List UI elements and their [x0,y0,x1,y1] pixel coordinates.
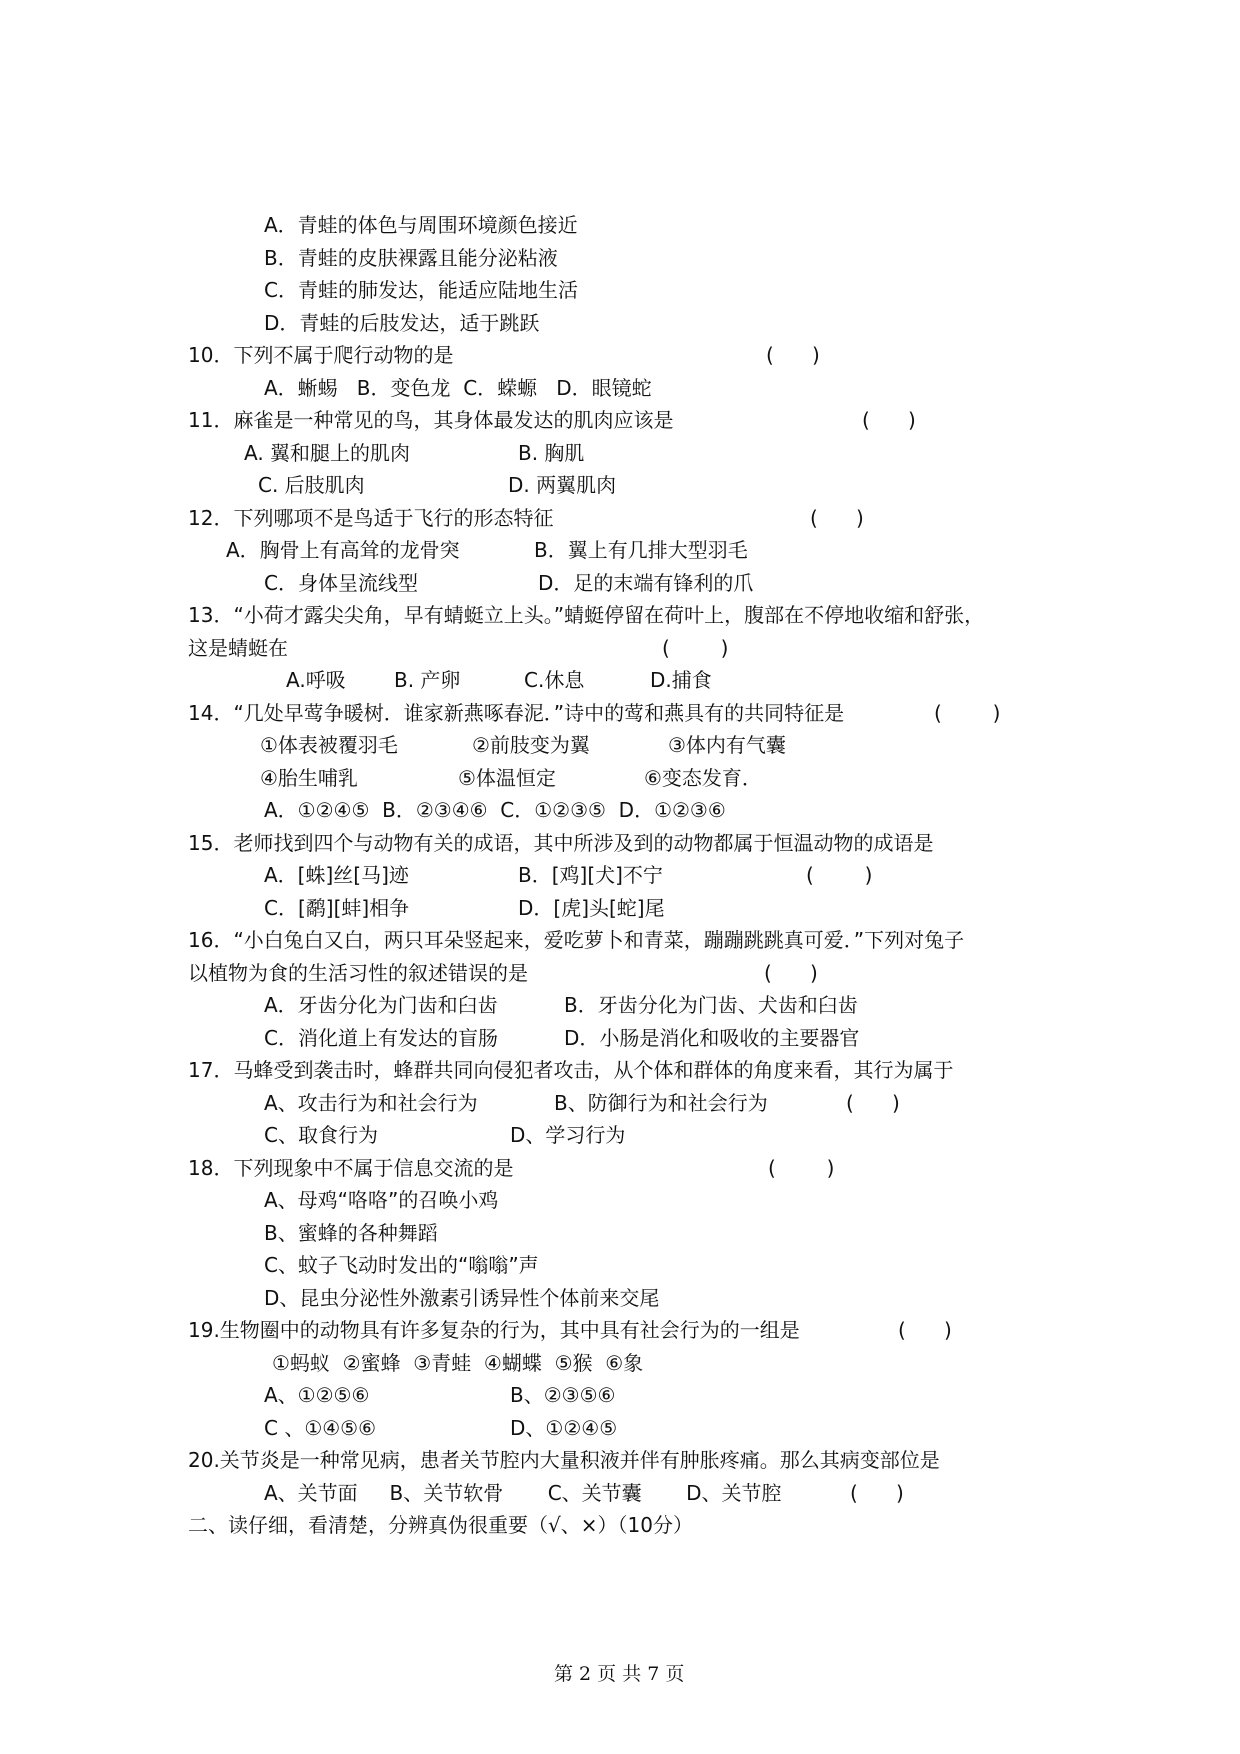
q16-stem-line2: 以植物为食的生活习性的叙述错误的是 [188,961,528,985]
q19-option-d: D、①②④⑤ [510,1416,618,1440]
q14-item-4: ④胎生哺乳 [260,766,358,790]
q14-stem: 14．“几处早莺争暖树．谁家新燕啄春泥．”诗中的莺和燕具有的共同特征是 [188,701,845,725]
q17-option-d: D、学习行为 [510,1123,626,1147]
q9-option-c: C．青蛙的肺发达，能适应陆地生活 [264,278,578,302]
q15-option-b: B．[鸡][犬]不宁 [518,863,663,887]
q14-item-1: ①体表被覆羽毛 [260,733,398,757]
q9-option-b: B．青蛙的皮肤裸露且能分泌粘液 [264,246,558,270]
q11-option-d: D. 两翼肌肉 [508,473,617,497]
q17-answer-blank: ( ) [846,1091,900,1115]
q20-answer-blank: ( ) [850,1481,904,1505]
q18-stem: 18．下列现象中不属于信息交流的是 [188,1156,514,1180]
q10-stem: 10．下列不属于爬行动物的是 [188,343,454,367]
q19-items: ①蚂蚁 ②蜜蜂 ③青蛙 ④蝴蝶 ⑤猴 ⑥象 [272,1351,644,1375]
q20-stem: 20.关节炎是一种常见病，患者关节腔内大量积液并伴有肿胀疼痛。那么其病变部位是 [188,1448,940,1472]
q18-option-a: A、母鸡“咯咯”的召唤小鸡 [264,1188,499,1212]
q13-option-c: C.休息 [524,668,585,692]
q19-option-c: C 、①④⑤⑥ [264,1416,377,1440]
q18-option-b: B、蜜蜂的各种舞蹈 [264,1221,438,1245]
q12-option-c: C．身体呈流线型 [264,571,418,595]
q10-options: A．蜥蜴 B．变色龙 C．蝾螈 D．眼镜蛇 [264,376,652,400]
section-2-heading: 二、读仔细，看清楚，分辨真伪很重要（√、×）（10分） [188,1513,693,1537]
q20-options: A、关节面 B、关节软骨 C、关节囊 D、关节腔 [264,1481,782,1505]
q11-option-c: C. 后肢肌肉 [258,473,365,497]
q15-option-d: D．[虎]头[蛇]尾 [518,896,665,920]
q11-option-b: B. 胸肌 [518,441,585,465]
q13-answer-blank: ( ) [662,636,729,660]
q17-stem: 17．马蜂受到袭击时，蜂群共同向侵犯者攻击，从个体和群体的角度来看，其行为属于 [188,1058,954,1082]
q12-option-b: B．翼上有几排大型羽毛 [534,538,748,562]
q15-option-c: C．[鹬][蚌]相争 [264,896,410,920]
q14-item-3: ③体内有气囊 [668,733,786,757]
q14-item-2: ②前肢变为翼 [472,733,590,757]
q17-option-c: C、取食行为 [264,1123,378,1147]
q12-option-d: D．足的末端有锋利的爪 [538,571,754,595]
q14-answer-blank: ( ) [934,701,1001,725]
q9-option-a: A．青蛙的体色与周围环境颜色接近 [264,213,578,237]
q18-option-d: D、昆虫分泌性外激素引诱异性个体前来交尾 [264,1286,660,1310]
q19-answer-blank: ( ) [898,1318,952,1342]
q12-stem: 12．下列哪项不是鸟适于飞行的形态特征 [188,506,554,530]
q14-item-5: ⑤体温恒定 [458,766,556,790]
q13-stem-line1: 13．“小荷才露尖尖角，早有蜻蜓立上头。”蜻蜓停留在荷叶上，腹部在不停地收缩和舒张， [188,603,985,627]
q12-option-a: A．胸骨上有高耸的龙骨突 [226,538,460,562]
q11-stem: 11．麻雀是一种常见的鸟，其身体最发达的肌肉应该是 [188,408,674,432]
q15-stem: 15．老师找到四个与动物有关的成语，其中所涉及到的动物都属于恒温动物的成语是 [188,831,934,855]
q15-answer-blank: ( ) [806,863,873,887]
q18-answer-blank: ( ) [768,1156,835,1180]
q14-options: A．①②④⑤ B．②③④⑥ C．①②③⑤ D．①②③⑥ [264,798,726,822]
q16-option-b: B．牙齿分化为门齿、犬齿和臼齿 [564,993,858,1017]
q19-stem: 19.生物圈中的动物具有许多复杂的行为，其中具有社会行为的一组是 [188,1318,800,1342]
q17-option-b: B、防御行为和社会行为 [554,1091,768,1115]
q13-option-a: A.呼吸 [286,668,346,692]
q15-option-a: A．[蛛]丝[马]迹 [264,863,409,887]
q11-option-a: A. 翼和腿上的肌肉 [244,441,411,465]
q16-option-a: A．牙齿分化为门齿和臼齿 [264,993,498,1017]
q13-option-b: B. 产卵 [394,668,461,692]
q19-option-a: A、①②⑤⑥ [264,1383,370,1407]
q13-stem-line2: 这是蜻蜓在 [188,636,288,660]
q13-option-d: D.捕食 [650,668,712,692]
q14-item-6: ⑥变态发育． [644,766,762,790]
page-number-footer: 第 2 页 共 7 页 [554,1663,685,1685]
q16-answer-blank: ( ) [764,961,818,985]
q12-answer-blank: ( ) [810,506,864,530]
q16-option-d: D．小肠是消化和吸收的主要器官 [564,1026,860,1050]
q11-answer-blank: ( ) [862,408,916,432]
q10-answer-blank: ( ) [766,343,820,367]
q19-option-b: B、②③⑤⑥ [510,1383,616,1407]
q16-stem-line1: 16．“小白兔白又白，两只耳朵竖起来，爱吃萝卜和青菜，蹦蹦跳跳真可爱．”下列对兔子 [188,928,965,952]
q9-option-d: D．青蛙的后肢发达，适于跳跃 [264,311,540,335]
q18-option-c: C、蚊子飞动时发出的“嗡嗡”声 [264,1253,539,1277]
q17-option-a: A、攻击行为和社会行为 [264,1091,478,1115]
q16-option-c: C．消化道上有发达的盲肠 [264,1026,498,1050]
